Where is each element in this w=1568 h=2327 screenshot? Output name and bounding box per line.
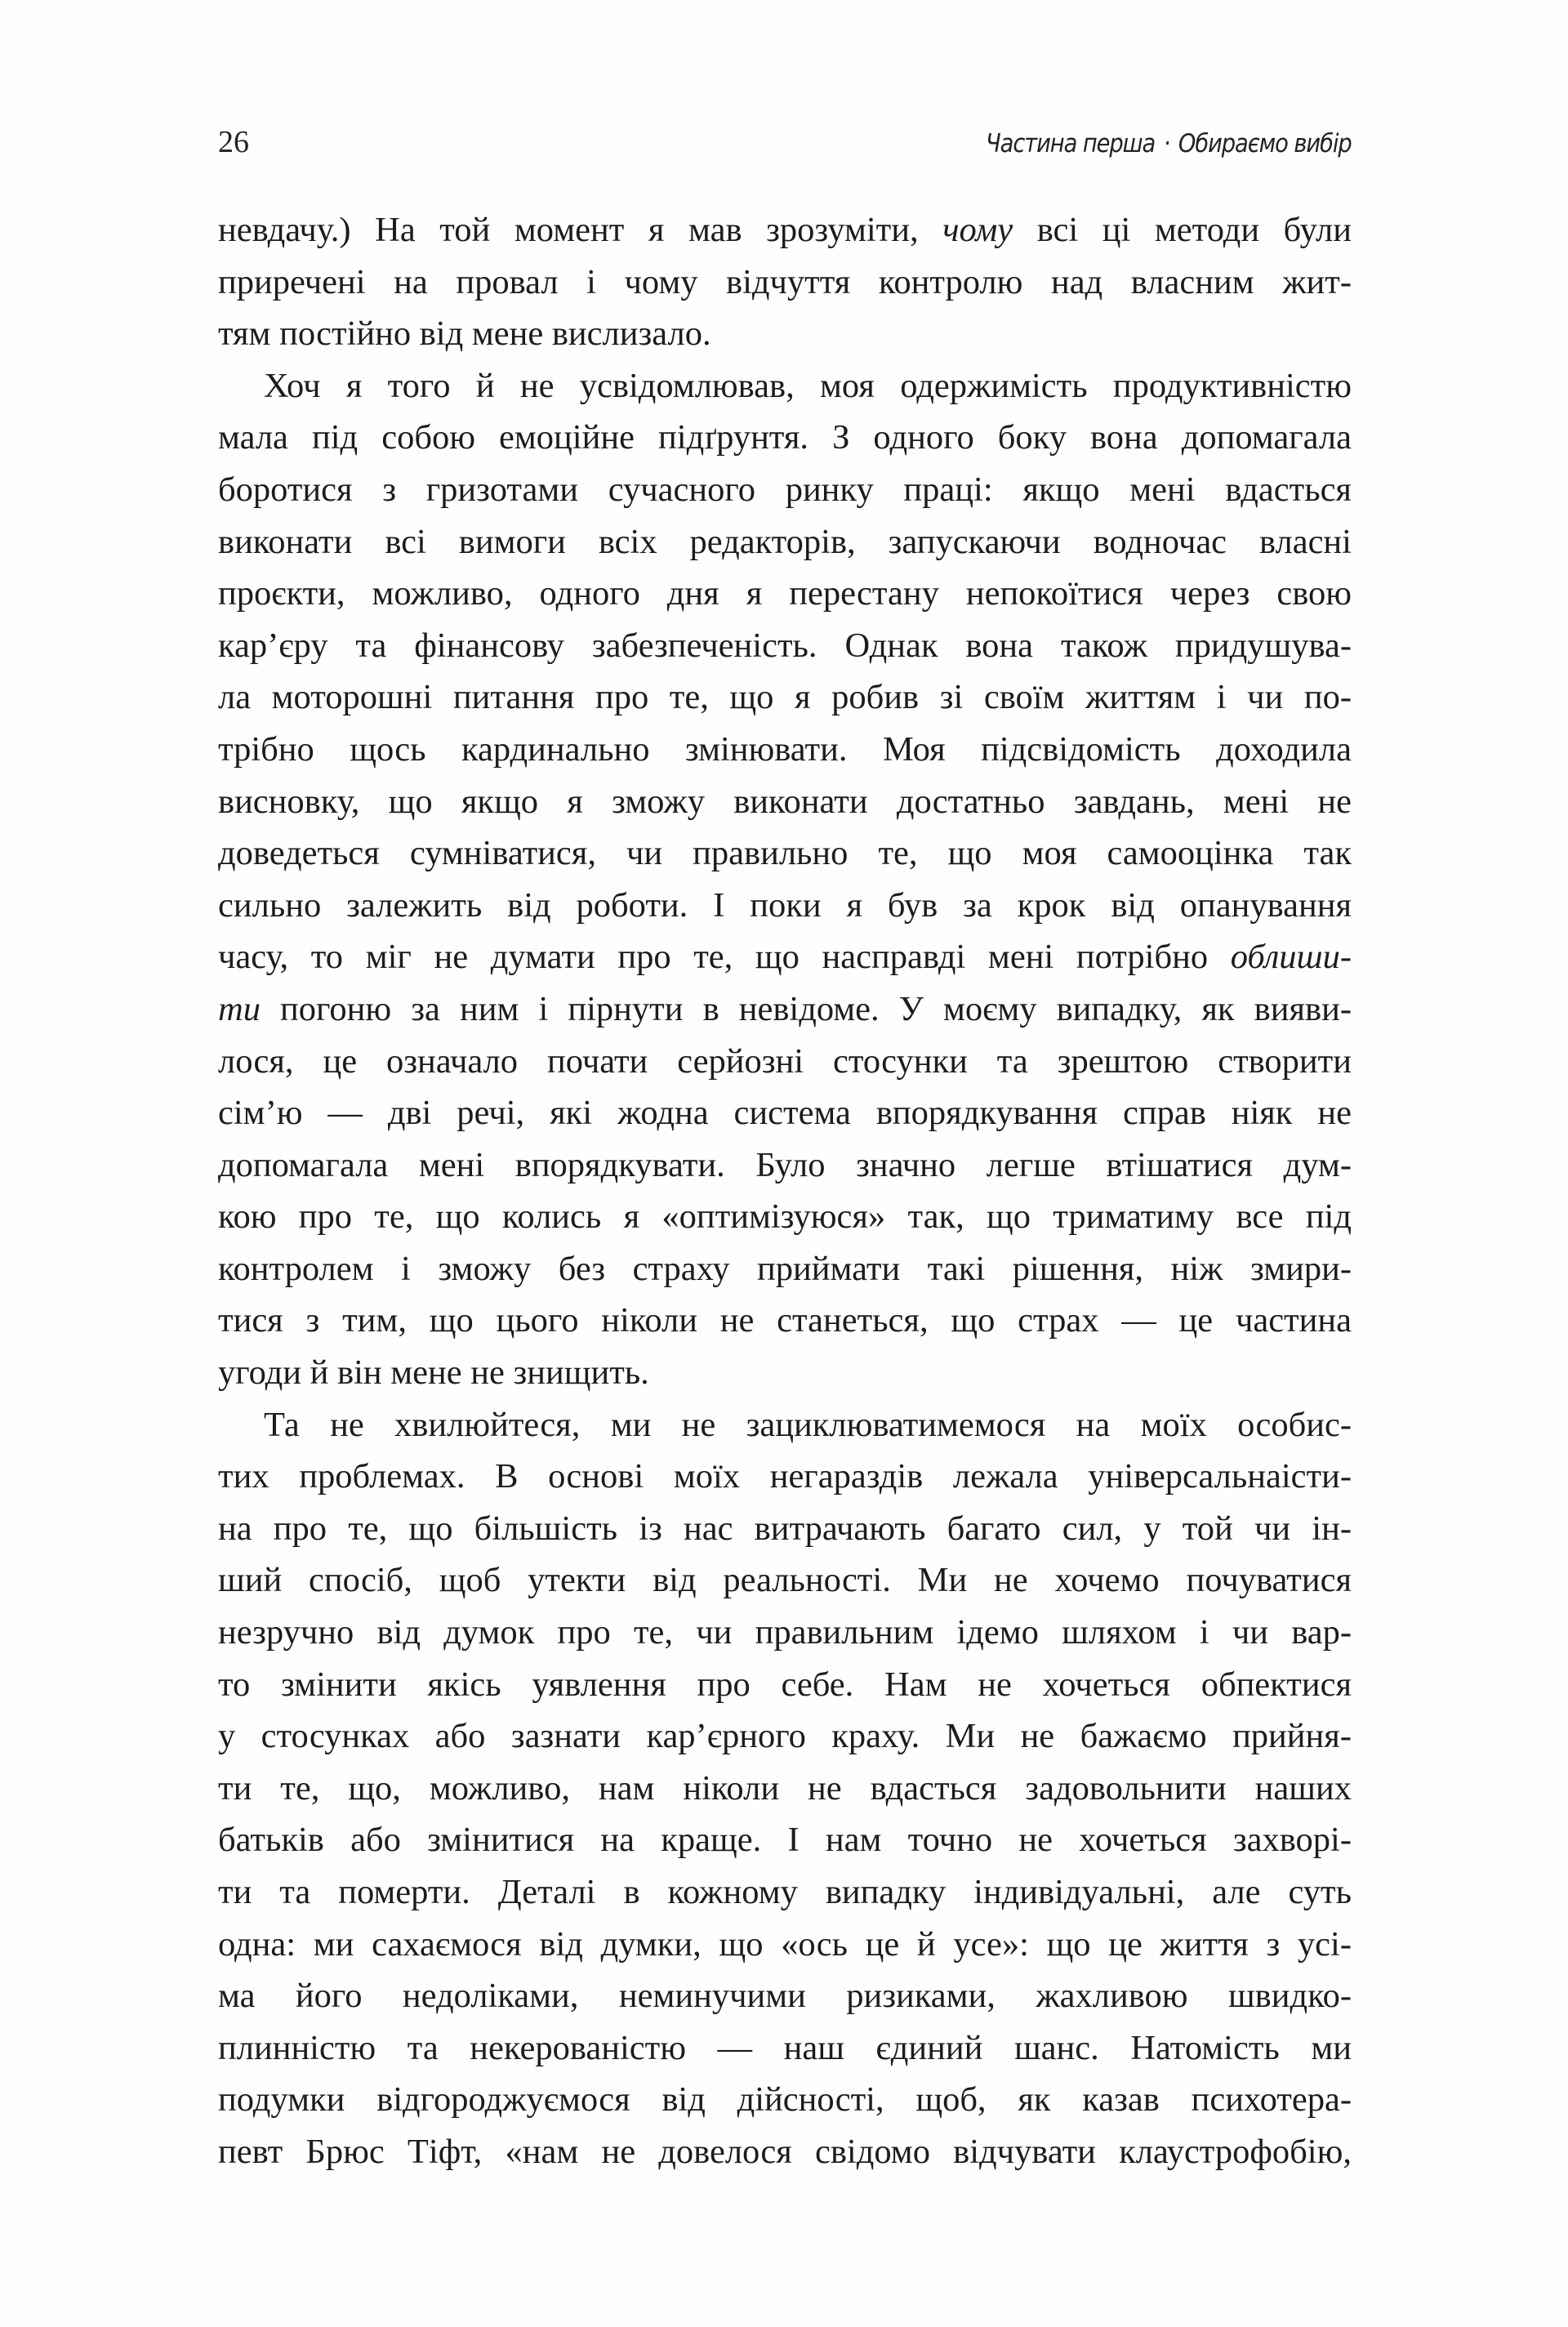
text-line	[218, 1399, 1352, 1451]
part-title: Частина перша	[986, 129, 1156, 158]
text-run: погоню за ним і пірнути в невідоме. У моєму випадку, як вияви-	[260, 989, 1352, 1028]
text-line	[218, 1763, 1352, 1815]
text-run: ма його недоліками, неминучими ризиками, жахливою швидко-	[218, 1977, 1352, 2016]
text-line	[218, 568, 1352, 620]
text-line	[218, 1814, 1352, 1866]
emphasis-text: облиши-	[1230, 938, 1352, 977]
emphasis-text: чому	[942, 211, 1013, 249]
text-run: подумки відгороджуємося від дійсності, щоб, як казав психотера-	[218, 2080, 1352, 2120]
text-run: контролем і зможу без страху приймати такі рішення, ніж змири-	[218, 1249, 1352, 1288]
text-run: сім’ю — дві речі, які жодна система впорядкування справ ніяк не	[218, 1094, 1352, 1133]
text-line	[218, 1087, 1352, 1139]
text-run: тися з тим, що цього ніколи не станеться, що страх — це частина	[218, 1301, 1352, 1340]
text-line	[218, 1970, 1352, 2022]
text-run: ла моторошні питання про те, що я робив зі своїм життям і чи по-	[218, 678, 1352, 717]
text-line	[218, 931, 1352, 983]
paragraph	[218, 204, 1352, 360]
text-line	[218, 1710, 1352, 1763]
text-run: трібно щось кардинально змінювати. Моя підсвідомість доходила	[218, 729, 1352, 769]
text-run: кою про те, що колись я «оптимізуюся» так, що триматиму все під	[218, 1197, 1352, 1237]
text-line	[218, 412, 1352, 464]
text-run: сильно залежить від роботи. І поки я був за крок від опанування	[218, 885, 1352, 925]
text-run: то змінити якісь уявлення про себе. Нам не хочеться обпектися	[218, 1665, 1352, 1704]
text-run: висновку, що якщо я зможу виконати достатньо завдань, мені не	[218, 782, 1352, 821]
emphasis-text: ти	[218, 989, 261, 1028]
text-run: Хоч я того й не усвідомлював, моя одержимість продуктивністю	[264, 366, 1352, 405]
text-line	[218, 880, 1352, 932]
text-run: у стосунках або зазнати кар’єрного краху. Ми не бажаємо прийня-	[218, 1717, 1352, 1756]
text-run: кар’єру та фінансову забезпеченість. Однак вона також придушува-	[218, 626, 1352, 665]
text-line	[218, 1036, 1352, 1088]
text-line	[218, 1139, 1352, 1192]
text-run: доведеться сумніватися, чи правильно те, що моя самооцінка так	[218, 834, 1352, 873]
text-line	[218, 1295, 1352, 1347]
text-run: проєкти, можливо, одного дня я перестану непокоїтися через свою	[218, 574, 1352, 613]
text-run: часу, то міг не думати про те, що насправді мені потрібно	[218, 938, 1231, 977]
text-line	[218, 1866, 1352, 1919]
text-run: одна: ми сахаємося від думки, що «ось це й усе»: що це життя з усі-	[218, 1924, 1352, 1964]
text-line	[218, 983, 1352, 1036]
text-run: батьків або змінитися на краще. І нам точно не хочеться захворі-	[218, 1821, 1352, 1860]
text-line	[218, 724, 1352, 776]
text-run: виконати всі вимоги всіх редакторів, запускаючи водночас власні	[218, 522, 1352, 561]
text-line	[218, 1554, 1352, 1607]
text-line	[218, 671, 1352, 724]
text-line	[218, 2074, 1352, 2126]
text-line	[218, 256, 1352, 309]
text-line	[218, 2022, 1352, 2075]
text-run: мала під собою емоційне підґрунтя. З одного боку вона допомагала	[218, 418, 1352, 457]
text-run: допомагала мені впорядкувати. Було значно легше втішатися дум-	[218, 1145, 1352, 1184]
text-run: боротися з гризотами сучасного ринку праці: якщо мені вдасться	[218, 470, 1352, 509]
text-line	[218, 1347, 1352, 1399]
text-line	[218, 776, 1352, 828]
text-run: на про те, що більшість із нас витрачають багато сил, у той чи ін-	[218, 1509, 1352, 1548]
text-line	[218, 1451, 1352, 1503]
text-run: тих проблемах. В основі моїх негараздів лежала універсальнаісти-	[218, 1457, 1352, 1496]
text-line	[218, 1191, 1352, 1243]
title-separator: ·	[1164, 129, 1170, 158]
text-line	[218, 360, 1352, 412]
chapter-title: Обираємо вибір	[1178, 129, 1352, 158]
text-run: приречені на провал і чому відчуття контролю над власним жит-	[218, 262, 1352, 301]
body-text	[218, 204, 1352, 2178]
text-run: ти те, що, можливо, нам ніколи не вдасться задовольнити наших	[218, 1768, 1352, 1808]
text-run: всі ці методи були	[1013, 211, 1352, 249]
paragraph	[218, 1399, 1352, 2178]
text-run: ти та померти. Деталі в кожному випадку індивідуальні, але суть	[218, 1873, 1352, 1911]
text-line	[218, 464, 1352, 516]
text-run: плинністю та некерованістю — наш єдиний шанс. Натомість ми	[218, 2028, 1352, 2067]
text-line	[218, 516, 1352, 568]
text-line	[218, 1659, 1352, 1711]
text-line	[218, 1919, 1352, 1971]
text-line	[218, 620, 1352, 672]
text-run: певт Брюс Тіфт, «нам не довелося свідомо відчувати клаустрофобію,	[218, 2132, 1352, 2171]
text-line	[218, 1503, 1352, 1555]
text-run: ший спосіб, щоб утекти від реальності. Ми не хочемо почуватися	[218, 1561, 1352, 1600]
text-run: лося, це означало почати серйозні стосунки та зрештою створити	[218, 1041, 1352, 1081]
text-line	[218, 1607, 1352, 1659]
text-line	[218, 1243, 1352, 1295]
page-number: 26	[218, 125, 249, 159]
text-line	[218, 827, 1352, 880]
running-header	[218, 124, 1352, 170]
running-title	[986, 129, 1352, 158]
text-run: угоди й він мене не знищить.	[218, 1353, 649, 1393]
text-line	[218, 308, 1352, 360]
text-run: незручно від думок про те, чи правильним ідемо шляхом і чи вар-	[218, 1613, 1352, 1652]
paragraph	[218, 360, 1352, 1399]
text-run: тям постійно від мене вислизало.	[218, 314, 711, 354]
text-run: невдачу.) На той момент я мав зрозуміти,	[218, 211, 943, 249]
text-run: Та не хвилюйтеся, ми не зациклюватимемося на моїх особис-	[264, 1405, 1352, 1444]
text-line	[218, 204, 1352, 256]
text-line	[218, 2126, 1352, 2178]
